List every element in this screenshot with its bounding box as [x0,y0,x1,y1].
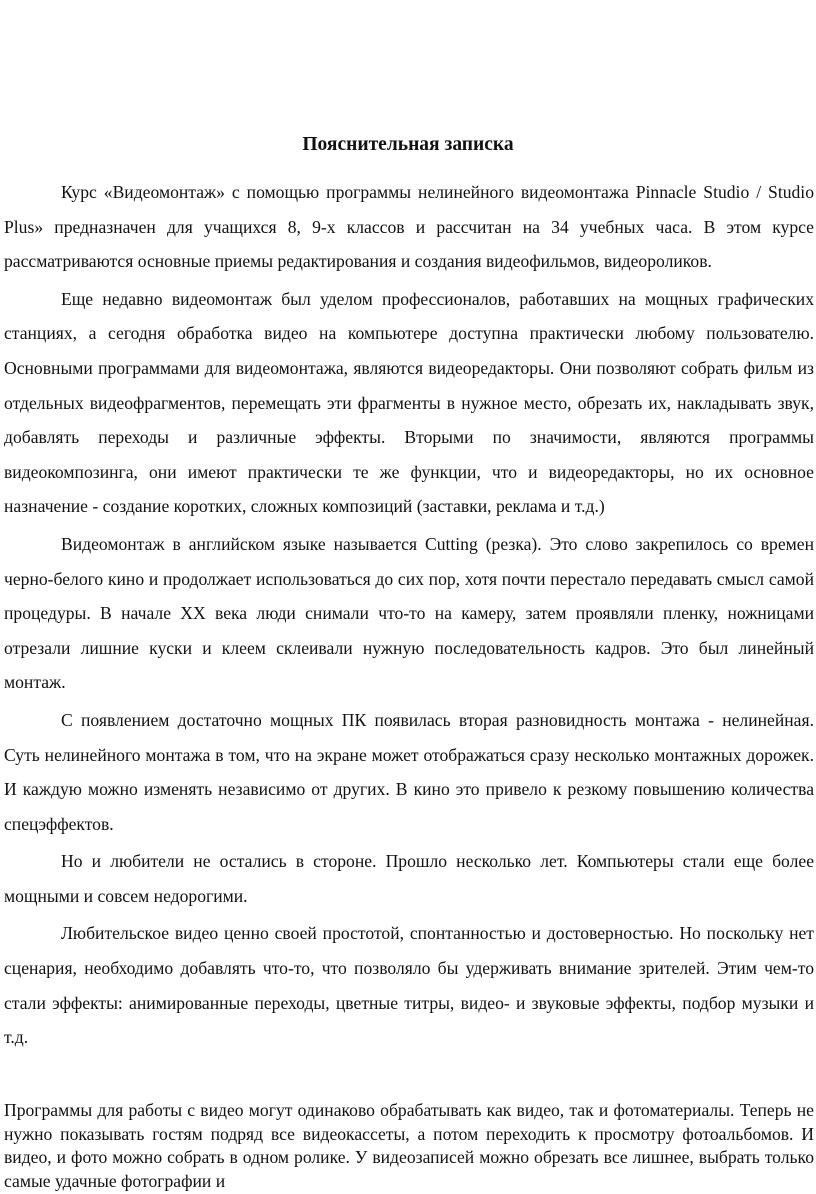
document-body [4,175,814,1058]
paragraph-cutting-history: Видеомонтаж в английском языке называется Cutting (резка). Это слово закрепилось со времен черно-белого кино и продолжает использоваться до сих пор, хотя почти перестало передавать смысл самой процедуры. В начале XX века люди снимали что-то на камеру, затем проявляли пленку, ножницами отрезали лишние куски и клеем склеивали нужную последовательность кадров. Это был линейный монтаж. [4,533,814,693]
paragraph-nonlinear-editing: С появлением достаточно мощных ПК появилась вторая разновидность монтажа - нелинейная. Суть нелинейного монтажа в том, что на экране может отображаться сразу несколько монтажных дорожек. И каждую можно изменять независимо от других. В кино это привело к резкому повышению количества спецэффектов. [4,709,814,834]
paragraph-photo-video-programs: Программы для работы с видео могут одинаково обрабатывать как видео, так и фотоматериалы. Теперь не нужно показывать гостям подряд все видеокассеты, а потом переходить к просмотру фотоальбомов. И видео, и фото можно собрать в одном ролике. У видеозаписей можно обрезать все лишнее, выбрать только самые удачные фотографии и [4,1100,814,1191]
paragraph-amateur-video: Любительское видео ценно своей простотой, спонтанностью и достоверностью. Но поскольку нет сценария, необходимо добавлять что-то, что позволяло бы удерживать внимание зрителей. Этим чем-то стали эффекты: анимированные переходы, цветные титры, видео- и звуковые эффекты, подбор музыки и т.д. [4,923,814,1048]
paragraph-amateurs: Но и любители не остались в стороне. Прошло несколько лет. Компьютеры стали еще более мощными и совсем недорогими. [4,851,814,906]
paragraph-video-editing-overview: Еще недавно видеомонтаж был уделом профессионалов, работавших на мощных графических станциях, а сегодня обработка видео на компьютере доступна практически любому пользователю. Основными программами для видеомонтажа, являются видеоредакторы. Они позволяют собрать фильм из отдельных видеофрагментов, перемещать эти фрагменты в нужное место, обрезать их, накладывать звук, добавлять переходы и различные эффекты. Вторыми по значимости, являются программы видеокомпозинга, они имеют практически те же функции, что и видеоредакторы, но их основное назначение - создание коротких, сложных композиций (заставки, реклама и т.д.) [4,288,814,517]
page-title: Пояснительная записка [302,134,514,155]
paragraph-course-intro: Курс «Видеомонтаж» с помощью программы нелинейного видеомонтажа Pinnacle Studio / Studio Plus» предназначен для учащихся 8, 9-х классов и рассчитан на 34 учебных часа. В этом курсе рассматриваются основные приемы редактирования и создания видеофильмов, видеороликов. [4,182,814,272]
